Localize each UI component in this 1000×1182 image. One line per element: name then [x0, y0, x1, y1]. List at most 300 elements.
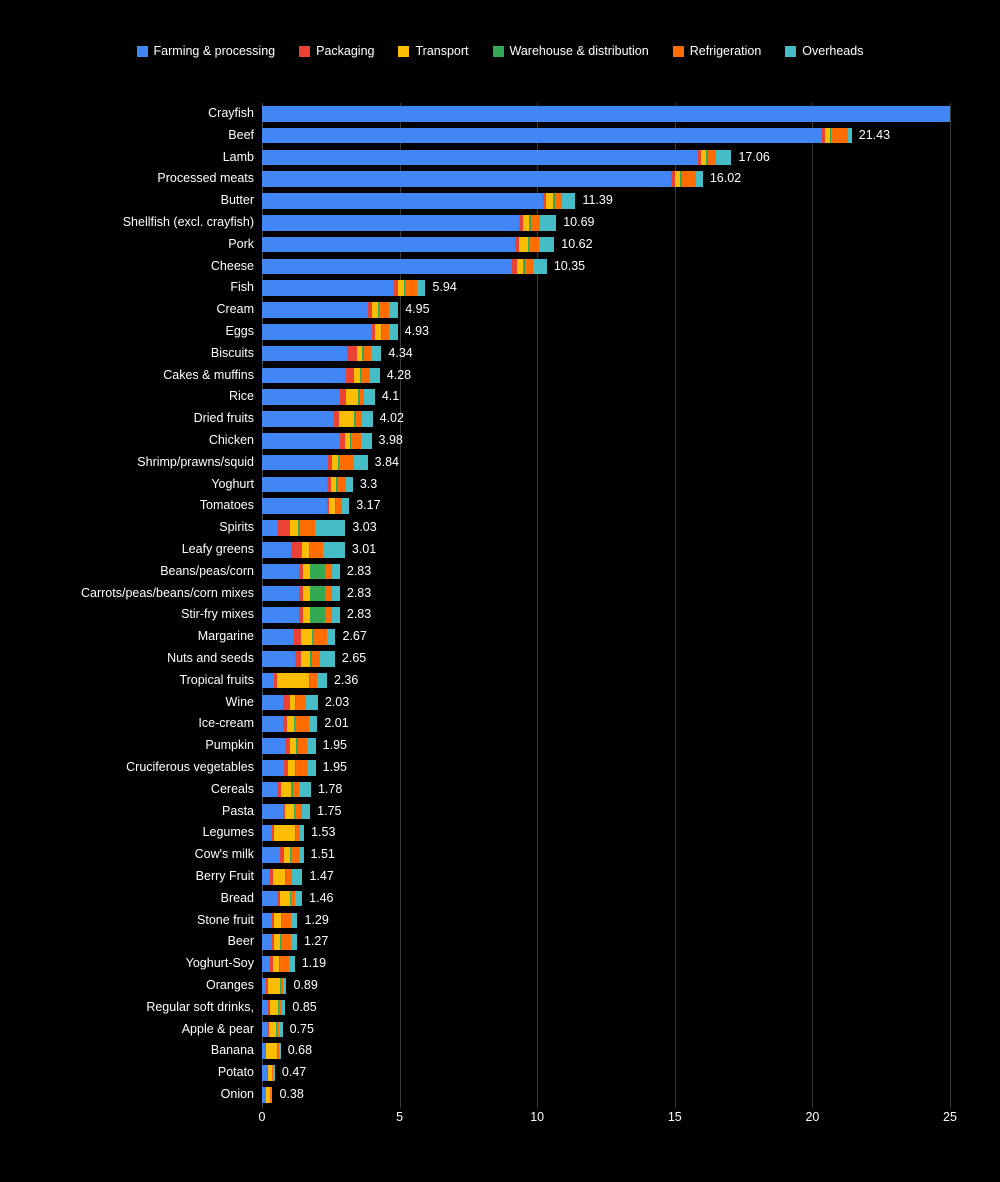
bar-segment[interactable]: [287, 716, 294, 732]
bar-value-label: 1.51: [310, 847, 335, 862]
bar-segment[interactable]: [262, 934, 272, 950]
bar-segment[interactable]: [306, 695, 318, 711]
bar-segment[interactable]: [338, 477, 346, 493]
bar-stack[interactable]: [262, 695, 318, 711]
bar-stack[interactable]: [262, 215, 556, 231]
bar-row[interactable]: [222, 147, 950, 169]
bar-stack[interactable]: [262, 280, 425, 296]
bar-segment[interactable]: [262, 586, 299, 602]
bar-segment[interactable]: [295, 804, 302, 820]
bar-stack[interactable]: [262, 411, 373, 427]
bar-segment[interactable]: [540, 215, 556, 231]
bar-segment[interactable]: [295, 716, 309, 732]
bar-row[interactable]: [227, 931, 950, 953]
bar-row[interactable]: [230, 277, 950, 299]
bar-segment[interactable]: [285, 804, 293, 820]
bar-row[interactable]: [199, 495, 950, 517]
bar-stack[interactable]: [262, 978, 286, 994]
bar-value-label: 2.83: [346, 563, 372, 578]
bar-segment[interactable]: [301, 651, 311, 667]
bar-segment[interactable]: [262, 825, 272, 841]
bar-stack[interactable]: [262, 498, 349, 514]
bar-stack[interactable]: [262, 564, 340, 580]
bar-row[interactable]: [179, 670, 950, 692]
bar-row[interactable]: [217, 1062, 950, 1084]
category-label: Biscuits: [210, 345, 254, 360]
bar-segment[interactable]: [274, 825, 295, 841]
bar-segment[interactable]: [291, 934, 297, 950]
bar-stack[interactable]: [262, 1065, 275, 1081]
bar-value-label: 3.3: [359, 476, 378, 491]
bar-segment[interactable]: [307, 760, 315, 776]
bar-segment[interactable]: [346, 368, 354, 384]
bar-value-label: 0.89: [293, 978, 318, 992]
bar-segment[interactable]: [262, 128, 822, 144]
bar-segment[interactable]: [299, 782, 311, 798]
bar-segment[interactable]: [262, 411, 334, 427]
bar-segment[interactable]: [262, 607, 299, 623]
bar-stack[interactable]: [262, 1000, 285, 1016]
bar-row[interactable]: [181, 604, 950, 626]
bar-stack[interactable]: [262, 629, 335, 645]
bar-row[interactable]: [126, 757, 950, 779]
category-label: Banana: [210, 1043, 254, 1058]
bar-row[interactable]: [198, 713, 950, 735]
bar-segment[interactable]: [283, 978, 286, 994]
bar-stack[interactable]: [262, 651, 335, 667]
bar-stack[interactable]: [262, 455, 368, 471]
bar-stack[interactable]: [262, 389, 375, 405]
category-label: Cheese: [210, 258, 254, 273]
bar-segment[interactable]: [339, 455, 354, 471]
bar-segment[interactable]: [262, 389, 340, 405]
bar-segment[interactable]: [277, 520, 289, 536]
bar-segment[interactable]: [310, 673, 317, 689]
bar-segment[interactable]: [346, 389, 358, 405]
bar-segment[interactable]: [273, 869, 285, 885]
category-label: Cereals: [210, 781, 254, 796]
bar-segment[interactable]: [370, 368, 380, 384]
bar-row[interactable]: [197, 910, 950, 932]
bar-value-label: 1.53: [311, 825, 336, 840]
bar-segment[interactable]: [262, 215, 519, 231]
bar-stack[interactable]: [262, 346, 381, 362]
category-label: Margarine: [197, 629, 254, 644]
bar-stack[interactable]: [262, 934, 297, 950]
legend-label: Overheads: [802, 44, 864, 58]
bar-row[interactable]: [220, 190, 950, 212]
bar-segment[interactable]: [291, 542, 302, 558]
bar-row[interactable]: [228, 234, 950, 256]
bar-row[interactable]: [210, 779, 950, 801]
bar-segment[interactable]: [309, 716, 318, 732]
bar-segment[interactable]: [327, 629, 336, 645]
bar-stack[interactable]: [262, 1022, 283, 1038]
bar-segment[interactable]: [323, 542, 345, 558]
bar-row[interactable]: [193, 408, 950, 430]
bar-row[interactable]: [160, 561, 950, 583]
bar-segment[interactable]: [519, 237, 527, 253]
category-label: Yoghurt: [211, 476, 254, 491]
bar-row[interactable]: [205, 735, 950, 757]
bar-segment[interactable]: [389, 324, 398, 340]
bar-segment[interactable]: [262, 804, 283, 820]
bar-segment[interactable]: [346, 477, 353, 493]
bar-value-label: 4.95: [405, 302, 430, 317]
bar-segment[interactable]: [271, 1087, 272, 1103]
bar-segment[interactable]: [262, 847, 280, 863]
bar-value-label: 1.27: [303, 934, 329, 949]
bar-segment[interactable]: [303, 586, 310, 602]
bar-segment[interactable]: [299, 847, 304, 863]
category-label: Stir-fry mixes: [181, 607, 254, 622]
bar-segment[interactable]: [273, 1065, 275, 1081]
bar-stack[interactable]: [262, 193, 575, 209]
bar-segment[interactable]: [262, 913, 272, 929]
bar-row[interactable]: [137, 452, 950, 474]
bar-segment[interactable]: [280, 891, 290, 907]
bar-segment[interactable]: [294, 629, 301, 645]
bar-segment[interactable]: [301, 629, 312, 645]
bar-row[interactable]: [219, 517, 950, 539]
bar-value-label: 4.28: [386, 367, 412, 382]
bar-segment[interactable]: [262, 324, 372, 340]
bar-segment[interactable]: [281, 782, 291, 798]
bar-segment[interactable]: [332, 586, 340, 602]
bar-stack[interactable]: [262, 106, 950, 122]
bar-segment[interactable]: [290, 520, 298, 536]
bar-row[interactable]: [211, 474, 950, 496]
bar-segment[interactable]: [310, 607, 325, 623]
bar-stack[interactable]: [262, 542, 345, 558]
bar-segment[interactable]: [280, 956, 290, 972]
legend-item[interactable]: [785, 44, 863, 58]
bar-segment[interactable]: [347, 346, 357, 362]
bar-segment[interactable]: [293, 782, 300, 798]
bar-segment[interactable]: [300, 825, 304, 841]
bar-stack[interactable]: [262, 1043, 281, 1059]
bar-stack[interactable]: [262, 782, 311, 798]
bar-segment[interactable]: [291, 847, 299, 863]
bar-segment[interactable]: [303, 564, 310, 580]
bar-segment[interactable]: [262, 651, 295, 667]
bar-segment[interactable]: [290, 738, 297, 754]
bar-value-label: 2.67: [342, 629, 367, 644]
bar-segment[interactable]: [262, 542, 291, 558]
category-label: Chicken: [208, 433, 254, 447]
bar-row[interactable]: [210, 343, 950, 365]
bar-stack[interactable]: [262, 956, 295, 972]
bar-row[interactable]: [146, 997, 950, 1019]
bar-segment[interactable]: [371, 346, 381, 362]
bar-row[interactable]: [81, 583, 950, 605]
bar-value-label: 2.65: [341, 651, 367, 665]
bar-stack[interactable]: [262, 913, 297, 929]
category-label: Ice-cream: [198, 716, 254, 731]
legend-label: Transport: [415, 44, 469, 58]
bar-stack[interactable]: [262, 324, 398, 340]
bar-row[interactable]: [222, 801, 950, 823]
bar-segment[interactable]: [262, 259, 512, 275]
bar-segment[interactable]: [262, 564, 299, 580]
bar-row[interactable]: [210, 256, 950, 278]
bar-segment[interactable]: [302, 804, 310, 820]
bar-row[interactable]: [197, 626, 950, 648]
bar-segment[interactable]: [283, 695, 290, 711]
bar-segment[interactable]: [320, 651, 335, 667]
bar-segment[interactable]: [274, 913, 281, 929]
bar-segment[interactable]: [539, 237, 554, 253]
bar-segment[interactable]: [262, 673, 274, 689]
bar-segment[interactable]: [533, 259, 547, 275]
bar-segment[interactable]: [262, 738, 285, 754]
bar-segment[interactable]: [262, 150, 698, 166]
bar-segment[interactable]: [362, 411, 373, 427]
bar-segment[interactable]: [325, 586, 332, 602]
bar-segment[interactable]: [716, 150, 731, 166]
bar-segment[interactable]: [682, 171, 696, 187]
bar-segment[interactable]: [262, 695, 283, 711]
bar-segment[interactable]: [312, 651, 320, 667]
category-label: Pasta: [222, 803, 254, 818]
bar-stack[interactable]: [262, 1087, 272, 1103]
x-axis-tick-label: 10: [530, 1110, 545, 1124]
bar-segment[interactable]: [296, 695, 306, 711]
bar-segment[interactable]: [364, 389, 375, 405]
bar-stack[interactable]: [262, 433, 372, 449]
category-label: Onion: [220, 1087, 254, 1101]
bar-segment[interactable]: [325, 564, 332, 580]
bar-row[interactable]: [206, 975, 950, 997]
bar-segment[interactable]: [298, 738, 308, 754]
legend-swatch-icon: [785, 46, 796, 57]
category-label: Berry Fruit: [195, 869, 254, 883]
bar-segment[interactable]: [302, 542, 309, 558]
bar-stack[interactable]: [262, 586, 340, 602]
bar-segment[interactable]: [417, 280, 425, 296]
bar-segment[interactable]: [307, 738, 315, 754]
bar-segment[interactable]: [289, 956, 295, 972]
bar-row[interactable]: [220, 1084, 950, 1106]
category-label: Cruciferous vegetables: [126, 760, 254, 774]
bar-stack[interactable]: [262, 804, 310, 820]
bar-segment[interactable]: [546, 193, 553, 209]
bar-segment[interactable]: [389, 302, 399, 318]
category-label: Eggs: [225, 324, 254, 338]
bar-segment[interactable]: [310, 564, 325, 580]
bar-value-label: 21.43: [858, 127, 891, 142]
bar-segment[interactable]: [315, 520, 345, 536]
bar-segment[interactable]: [405, 280, 417, 296]
bar-stack[interactable]: [262, 150, 731, 166]
bar-segment[interactable]: [517, 259, 524, 275]
bar-segment[interactable]: [262, 869, 270, 885]
bar-segment[interactable]: [300, 520, 315, 536]
bar-stack[interactable]: [262, 477, 353, 493]
bar-segment[interactable]: [379, 302, 389, 318]
bar-value-label: 2.03: [324, 694, 350, 709]
bar-segment[interactable]: [351, 433, 361, 449]
bar-stack[interactable]: [262, 368, 380, 384]
bar-segment[interactable]: [831, 128, 848, 144]
bar-stack[interactable]: [262, 869, 302, 885]
bar-segment[interactable]: [361, 433, 371, 449]
bar-row[interactable]: [195, 866, 950, 888]
legend-swatch-icon: [673, 46, 684, 57]
bar-row[interactable]: [228, 125, 950, 147]
bar-segment[interactable]: [295, 891, 302, 907]
bar-row[interactable]: [216, 299, 950, 321]
bar-row[interactable]: [208, 430, 950, 452]
bar-value-label: 1.29: [304, 912, 329, 927]
bar-segment[interactable]: [262, 280, 394, 296]
bar-segment[interactable]: [555, 193, 562, 209]
legend-item[interactable]: [673, 44, 762, 58]
bar-segment[interactable]: [268, 978, 280, 994]
bar-row[interactable]: [220, 888, 950, 910]
bar-segment[interactable]: [266, 1043, 277, 1059]
category-label: Crayfish: [208, 106, 254, 120]
bar-segment[interactable]: [361, 368, 369, 384]
bar-segment[interactable]: [281, 934, 291, 950]
legend-swatch-icon: [493, 46, 504, 57]
bar-segment[interactable]: [848, 128, 852, 144]
bar-segment[interactable]: [525, 259, 533, 275]
bar-segment[interactable]: [708, 150, 716, 166]
bar-value-label: 1.46: [309, 890, 334, 905]
bar-stack[interactable]: [262, 760, 316, 776]
bar-segment[interactable]: [262, 368, 346, 384]
bar-stack[interactable]: [262, 825, 304, 841]
bar-segment[interactable]: [262, 956, 270, 972]
bar-row[interactable]: [185, 953, 950, 975]
legend-swatch-icon: [299, 46, 310, 57]
bar-segment[interactable]: [279, 1022, 282, 1038]
bar-value-label: 2.83: [346, 607, 372, 622]
bar-segment[interactable]: [364, 346, 371, 362]
bar-stack[interactable]: [262, 171, 703, 187]
bar-row[interactable]: [157, 168, 950, 190]
bar-segment[interactable]: [382, 324, 389, 340]
bar-segment[interactable]: [282, 1000, 285, 1016]
bar-segment[interactable]: [313, 629, 327, 645]
bar-segment[interactable]: [696, 171, 703, 187]
bar-segment[interactable]: [262, 782, 277, 798]
bar-stack[interactable]: [262, 607, 340, 623]
bar-segment[interactable]: [270, 1000, 278, 1016]
bar-segment[interactable]: [291, 913, 298, 929]
bar-row[interactable]: [225, 321, 950, 343]
bar-value-label: 0.85: [292, 999, 317, 1014]
bar-segment[interactable]: [262, 760, 284, 776]
bar-segment[interactable]: [531, 215, 541, 231]
bar-segment[interactable]: [354, 455, 367, 471]
bar-value-label: 1.19: [301, 956, 327, 971]
bar-segment[interactable]: [262, 433, 340, 449]
bar-stack[interactable]: [262, 237, 554, 253]
bar-segment[interactable]: [292, 869, 302, 885]
bar-row[interactable]: [167, 648, 950, 670]
bar-stack[interactable]: [262, 520, 345, 536]
bar-row[interactable]: [228, 386, 950, 408]
bar-segment[interactable]: [262, 193, 543, 209]
legend-item[interactable]: [299, 44, 374, 58]
bar-row[interactable]: [122, 212, 950, 234]
bar-segment[interactable]: [310, 542, 322, 558]
category-label: Wine: [225, 694, 254, 709]
bar-row[interactable]: [225, 692, 950, 714]
bar-segment[interactable]: [339, 411, 354, 427]
bar-segment[interactable]: [317, 673, 327, 689]
bar-stack[interactable]: [262, 673, 327, 689]
bar-segment[interactable]: [262, 716, 283, 732]
bar-stack[interactable]: [262, 259, 547, 275]
bar-segment[interactable]: [282, 913, 290, 929]
bar-stack[interactable]: [262, 716, 317, 732]
x-axis-tick-label: 5: [396, 1110, 404, 1124]
bar-stack[interactable]: [262, 847, 304, 863]
category-label: Beer: [227, 934, 254, 949]
bar-row[interactable]: [210, 1040, 950, 1062]
bar-segment[interactable]: [288, 760, 295, 776]
bar-segment[interactable]: [262, 455, 328, 471]
bar-segment[interactable]: [269, 1022, 276, 1038]
bar-segment[interactable]: [296, 760, 307, 776]
legend-item[interactable]: [137, 44, 276, 58]
x-axis: [258, 1110, 957, 1134]
category-label: Legumes: [202, 825, 254, 840]
bar-stack[interactable]: [262, 738, 316, 754]
legend-item[interactable]: [493, 44, 649, 58]
bar-segment[interactable]: [342, 498, 349, 514]
bar-row[interactable]: [208, 103, 950, 125]
category-label: Processed meats: [157, 171, 254, 186]
bar-row[interactable]: [194, 844, 950, 866]
bar-segment[interactable]: [303, 607, 310, 623]
bar-segment[interactable]: [262, 237, 515, 253]
bar-row[interactable]: [163, 365, 950, 387]
bar-segment[interactable]: [262, 498, 327, 514]
bar-stack[interactable]: [262, 302, 398, 318]
bar-row[interactable]: [181, 1019, 950, 1041]
bar-segment[interactable]: [262, 520, 277, 536]
bar-segment[interactable]: [529, 237, 539, 253]
bar-segment[interactable]: [262, 629, 294, 645]
bar-segment[interactable]: [262, 477, 327, 493]
bar-segment[interactable]: [262, 891, 277, 907]
bar-stack[interactable]: [262, 891, 302, 907]
bar-value-label: 3.01: [351, 542, 377, 556]
bar-value-label: 4.93: [404, 324, 430, 338]
bar-segment[interactable]: [262, 171, 671, 187]
bar-row[interactable]: [181, 539, 950, 561]
bar-segment[interactable]: [277, 673, 309, 689]
bar-segment[interactable]: [562, 193, 576, 209]
category-label: Leafy greens: [181, 542, 254, 556]
bar-segment[interactable]: [262, 302, 368, 318]
bar-segment[interactable]: [262, 106, 950, 122]
bar-segment[interactable]: [279, 1043, 281, 1059]
bar-segment[interactable]: [332, 607, 340, 623]
bar-segment[interactable]: [310, 586, 325, 602]
bar-stack[interactable]: [262, 128, 852, 144]
bar-segment[interactable]: [332, 564, 340, 580]
category-label: Tomatoes: [199, 498, 254, 513]
legend-item[interactable]: [398, 44, 468, 58]
bar-segment[interactable]: [262, 346, 347, 362]
bar-row[interactable]: [202, 822, 950, 844]
bar-segment[interactable]: [325, 607, 332, 623]
